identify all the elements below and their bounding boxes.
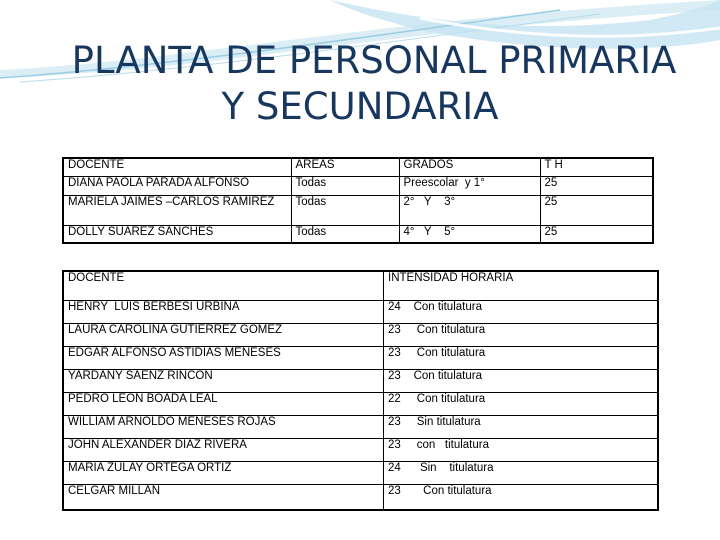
cell-grados: 2° Y 3° bbox=[399, 195, 540, 225]
header-docente: DOCENTE bbox=[63, 158, 291, 176]
cell-intensidad: 23 Con titulatura bbox=[384, 346, 659, 369]
title-line-1: PLANTA DE PERSONAL PRIMARIA bbox=[71, 39, 677, 82]
cell-docente: YARDANY SAENZ RINCON bbox=[63, 369, 384, 392]
cell-intensidad: 24 Sin titulatura bbox=[384, 461, 659, 484]
header-th: T H bbox=[540, 158, 653, 176]
table-row bbox=[63, 176, 653, 195]
cell-docente: WILLIAM ARNOLDO MENESES ROJAS bbox=[63, 415, 384, 438]
header-areas: AREAS bbox=[291, 158, 399, 176]
areas-table bbox=[62, 157, 654, 244]
page-title bbox=[0, 38, 720, 130]
cell-th: 25 bbox=[540, 195, 653, 225]
cell-areas: Todas bbox=[291, 225, 399, 243]
table-row bbox=[63, 415, 658, 438]
cell-grados: 4° Y 5° bbox=[399, 225, 540, 243]
table-row bbox=[63, 225, 653, 243]
cell-intensidad: 23 con titulatura bbox=[384, 438, 659, 461]
header-intensidad-horaria: INTENSIDAD HORARIA bbox=[384, 271, 659, 300]
intensidad-horaria-table bbox=[62, 270, 659, 511]
cell-docente: LAURA CAROLINA GUTIERREZ GOMEZ bbox=[63, 323, 384, 346]
cell-docente: CELGAR MILLAN bbox=[63, 484, 384, 510]
cell-docente: EDGAR ALFONSO ASTIDIAS MENESES bbox=[63, 346, 384, 369]
cell-intensidad: 23 Con titulatura bbox=[384, 323, 659, 346]
cell-intensidad: 23 Con titulatura bbox=[384, 484, 659, 510]
cell-docente: MARIELA JAIMES –CARLOS RAMIREZ bbox=[63, 195, 291, 225]
table-row bbox=[63, 346, 658, 369]
table-row bbox=[63, 369, 658, 392]
table-row bbox=[63, 461, 658, 484]
table-header-row bbox=[63, 158, 653, 176]
cell-intensidad: 23 Con titulatura bbox=[384, 369, 659, 392]
table-row bbox=[63, 438, 658, 461]
header-grados: GRADOS bbox=[399, 158, 540, 176]
title-line-2: Y SECUNDARIA bbox=[221, 85, 499, 128]
cell-th: 25 bbox=[540, 176, 653, 195]
cell-docente: HENRY LUIS BERBESI URBINA bbox=[63, 300, 384, 323]
cell-docente: DIANA PAOLA PARADA ALFONSO bbox=[63, 176, 291, 195]
table-row bbox=[63, 323, 658, 346]
cell-areas: Todas bbox=[291, 195, 399, 225]
table-row bbox=[63, 300, 658, 323]
cell-intensidad: 23 Sin titulatura bbox=[384, 415, 659, 438]
table-row bbox=[63, 484, 658, 510]
cell-grados: Preescolar y 1° bbox=[399, 176, 540, 195]
cell-areas: Todas bbox=[291, 176, 399, 195]
table-row bbox=[63, 195, 653, 225]
cell-intensidad: 24 Con titulatura bbox=[384, 300, 659, 323]
header-docente: DOCENTE bbox=[63, 271, 384, 300]
cell-docente: MARIA ZULAY ORTEGA ORTIZ bbox=[63, 461, 384, 484]
cell-docente: JOHN ALEXANDER DIAZ RIVERA bbox=[63, 438, 384, 461]
cell-intensidad: 22 Con titulatura bbox=[384, 392, 659, 415]
cell-docente: DOLLY SUAREZ SANCHES bbox=[63, 225, 291, 243]
table-header-row bbox=[63, 271, 658, 300]
cell-th: 25 bbox=[540, 225, 653, 243]
table-row bbox=[63, 392, 658, 415]
cell-docente: PEDRO LEON BOADA LEAL bbox=[63, 392, 384, 415]
